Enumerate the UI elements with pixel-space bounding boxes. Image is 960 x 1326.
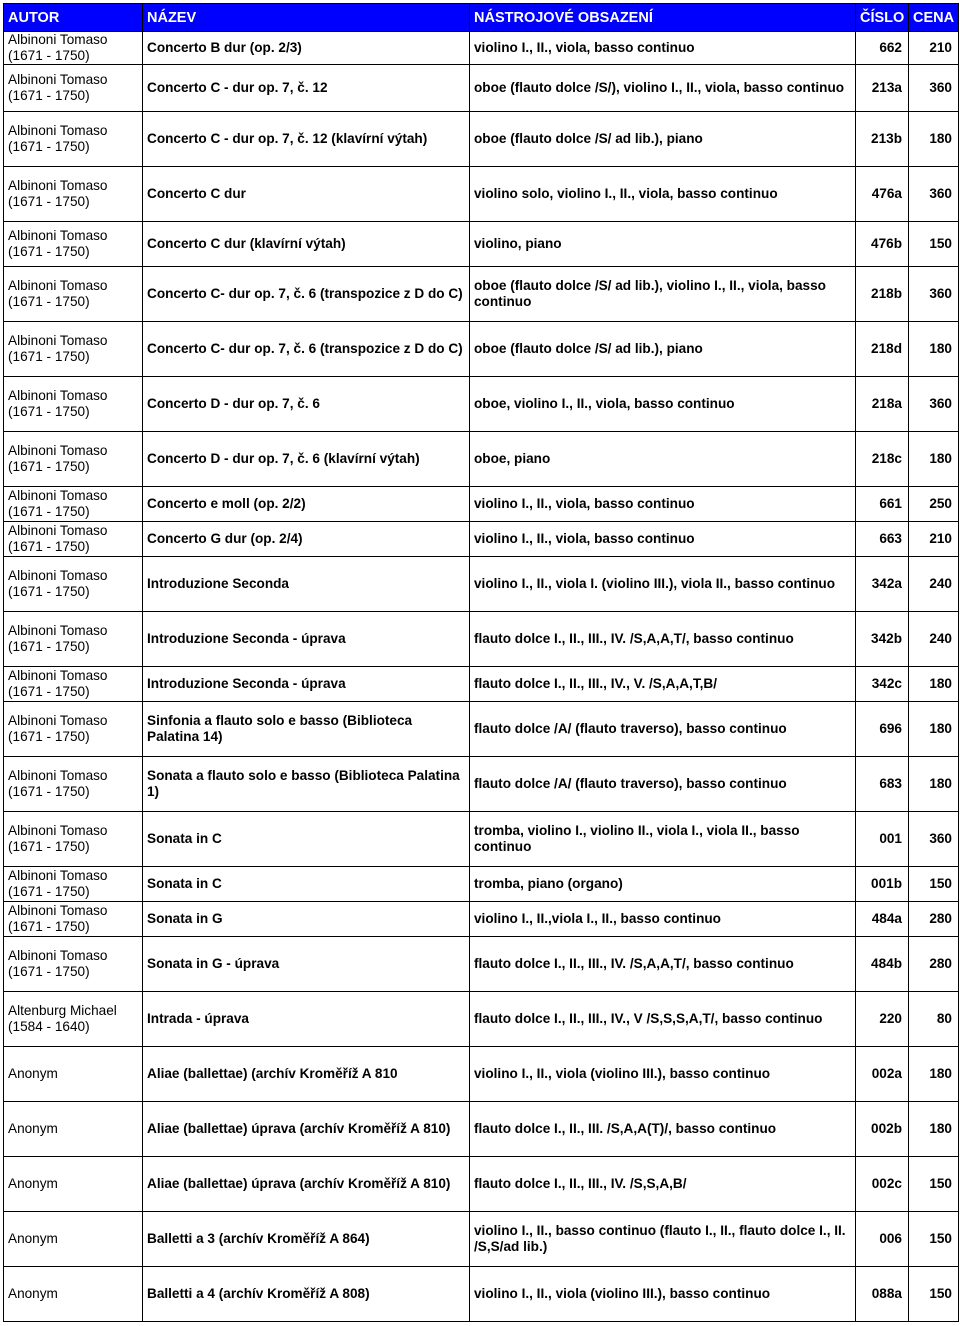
number-cell: 661: [856, 487, 909, 522]
instrumentation-cell: violino I., II., viola I. (violino III.), viola II., basso continuo: [470, 557, 856, 612]
title-cell: Sonata in G - úprava: [143, 937, 470, 992]
table-row: [4, 377, 959, 432]
number-cell: 001b: [856, 867, 909, 902]
number-cell: 213b: [856, 112, 909, 167]
number-cell: 218a: [856, 377, 909, 432]
number-cell: 213a: [856, 65, 909, 112]
instrumentation-cell: oboe (flauto dolce /S/ ad lib.), piano: [470, 322, 856, 377]
number-cell: 484b: [856, 937, 909, 992]
price-cell: 150: [909, 1212, 959, 1267]
title-cell: Introduzione Seconda: [143, 557, 470, 612]
number-cell: 002c: [856, 1157, 909, 1212]
title-cell: Balletti a 3 (archív Kroměříž A 864): [143, 1212, 470, 1267]
number-cell: 662: [856, 32, 909, 65]
author-cell: Albinoni Tomaso (1671 - 1750): [4, 812, 143, 867]
price-cell: 180: [909, 1047, 959, 1102]
number-cell: 342a: [856, 557, 909, 612]
instrumentation-cell: violino solo, violino I., II., viola, basso continuo: [470, 167, 856, 222]
title-cell: Introduzione Seconda - úprava: [143, 612, 470, 667]
table-row: [4, 867, 959, 902]
table-row: [4, 267, 959, 322]
instrumentation-cell: oboe (flauto dolce /S/ ad lib.), piano: [470, 112, 856, 167]
author-cell: Albinoni Tomaso (1671 - 1750): [4, 522, 143, 557]
instrumentation-cell: flauto dolce I., II., III., IV., V. /S,A,A,T,B/: [470, 667, 856, 702]
instrumentation-cell: oboe (flauto dolce /S/), violino I., II., viola, basso continuo: [470, 65, 856, 112]
price-cell: 360: [909, 812, 959, 867]
number-cell: 696: [856, 702, 909, 757]
table-row: [4, 667, 959, 702]
price-list-table: [3, 3, 959, 1322]
author-cell: Albinoni Tomaso (1671 - 1750): [4, 377, 143, 432]
table-row: [4, 222, 959, 267]
title-cell: Introduzione Seconda - úprava: [143, 667, 470, 702]
table-row: [4, 612, 959, 667]
price-cell: 150: [909, 867, 959, 902]
number-cell: 002b: [856, 1102, 909, 1157]
price-cell: 210: [909, 522, 959, 557]
price-cell: 150: [909, 222, 959, 267]
table-row: [4, 112, 959, 167]
price-cell: 180: [909, 1102, 959, 1157]
table-row: [4, 1267, 959, 1322]
price-cell: 180: [909, 757, 959, 812]
table-row: [4, 557, 959, 612]
title-cell: Concerto C- dur op. 7, č. 6 (transpozice z D do C): [143, 322, 470, 377]
price-cell: 150: [909, 1157, 959, 1212]
number-cell: 476a: [856, 167, 909, 222]
author-cell: Albinoni Tomaso (1671 - 1750): [4, 112, 143, 167]
title-cell: Concerto D - dur op. 7, č. 6 (klavírní výtah): [143, 432, 470, 487]
instrumentation-cell: violino, piano: [470, 222, 856, 267]
instrumentation-cell: oboe (flauto dolce /S/ ad lib.), violino I., II., viola, basso continuo: [470, 267, 856, 322]
table-row: [4, 757, 959, 812]
number-cell: 002a: [856, 1047, 909, 1102]
instrumentation-cell: violino I., II., viola, basso continuo: [470, 522, 856, 557]
author-cell: Altenburg Michael (1584 - 1640): [4, 992, 143, 1047]
instrumentation-cell: flauto dolce I., II., III., IV. /S,A,A,T/, basso continuo: [470, 612, 856, 667]
table-row: [4, 167, 959, 222]
header-number: ČÍSLO: [856, 4, 909, 32]
number-cell: 218c: [856, 432, 909, 487]
instrumentation-cell: tromba, piano (organo): [470, 867, 856, 902]
title-cell: Concerto G dur (op. 2/4): [143, 522, 470, 557]
author-cell: Anonym: [4, 1212, 143, 1267]
price-cell: 180: [909, 702, 959, 757]
author-cell: Albinoni Tomaso (1671 - 1750): [4, 867, 143, 902]
header-price: CENA: [909, 4, 959, 32]
price-cell: 180: [909, 667, 959, 702]
instrumentation-cell: violino I., II., basso continuo (flauto I., II., flauto dolce I., II. /S,S/ad lib.): [470, 1212, 856, 1267]
instrumentation-cell: flauto dolce /A/ (flauto traverso), basso continuo: [470, 757, 856, 812]
author-cell: Albinoni Tomaso (1671 - 1750): [4, 612, 143, 667]
title-cell: Aliae (ballettae) (archív Kroměříž A 810: [143, 1047, 470, 1102]
table-row: [4, 432, 959, 487]
table-row: [4, 65, 959, 112]
author-cell: Albinoni Tomaso (1671 - 1750): [4, 702, 143, 757]
number-cell: 220: [856, 992, 909, 1047]
number-cell: 088a: [856, 1267, 909, 1322]
number-cell: 484a: [856, 902, 909, 937]
number-cell: 663: [856, 522, 909, 557]
table-row: [4, 522, 959, 557]
title-cell: Aliae (ballettae) úprava (archív Kroměříž A 810): [143, 1102, 470, 1157]
title-cell: Sonata in C: [143, 867, 470, 902]
author-cell: Albinoni Tomaso (1671 - 1750): [4, 937, 143, 992]
author-cell: Albinoni Tomaso (1671 - 1750): [4, 32, 143, 65]
number-cell: 218b: [856, 267, 909, 322]
author-cell: Albinoni Tomaso (1671 - 1750): [4, 322, 143, 377]
number-cell: 342c: [856, 667, 909, 702]
number-cell: 218d: [856, 322, 909, 377]
table-row: [4, 322, 959, 377]
price-cell: 180: [909, 432, 959, 487]
price-cell: 250: [909, 487, 959, 522]
instrumentation-cell: flauto dolce I., II., III., IV., V /S,S,S,A,T/, basso continuo: [470, 992, 856, 1047]
price-cell: 240: [909, 557, 959, 612]
title-cell: Concerto C dur: [143, 167, 470, 222]
author-cell: Albinoni Tomaso (1671 - 1750): [4, 757, 143, 812]
price-cell: 180: [909, 112, 959, 167]
price-cell: 80: [909, 992, 959, 1047]
title-cell: Aliae (ballettae) úprava (archív Kroměříž A 810): [143, 1157, 470, 1212]
price-cell: 280: [909, 902, 959, 937]
number-cell: 342b: [856, 612, 909, 667]
price-cell: 360: [909, 65, 959, 112]
price-cell: 280: [909, 937, 959, 992]
author-cell: Anonym: [4, 1157, 143, 1212]
title-cell: Sinfonia a flauto solo e basso (Biblioteca Palatina 14): [143, 702, 470, 757]
author-cell: Anonym: [4, 1047, 143, 1102]
title-cell: Sonata in G: [143, 902, 470, 937]
author-cell: Albinoni Tomaso (1671 - 1750): [4, 167, 143, 222]
title-cell: Concerto C - dur op. 7, č. 12: [143, 65, 470, 112]
number-cell: 006: [856, 1212, 909, 1267]
instrumentation-cell: violino I., II., viola, basso continuo: [470, 32, 856, 65]
title-cell: Sonata a flauto solo e basso (Biblioteca Palatina 1): [143, 757, 470, 812]
title-cell: Concerto C- dur op. 7, č. 6 (transpozice z D do C): [143, 267, 470, 322]
title-cell: Concerto e moll (op. 2/2): [143, 487, 470, 522]
title-cell: Concerto C dur (klavírní výtah): [143, 222, 470, 267]
price-cell: 360: [909, 267, 959, 322]
table-row: [4, 487, 959, 522]
instrumentation-cell: oboe, violino I., II., viola, basso continuo: [470, 377, 856, 432]
table-row: [4, 902, 959, 937]
author-cell: Albinoni Tomaso (1671 - 1750): [4, 267, 143, 322]
table-row: [4, 1157, 959, 1212]
author-cell: Albinoni Tomaso (1671 - 1750): [4, 667, 143, 702]
instrumentation-cell: violino I., II., viola (violino III.), basso continuo: [470, 1267, 856, 1322]
table-row: [4, 992, 959, 1047]
table-row: [4, 1047, 959, 1102]
instrumentation-cell: flauto dolce I., II., III., IV. /S,A,A,T/, basso continuo: [470, 937, 856, 992]
instrumentation-cell: flauto dolce I., II., III., IV. /S,S,A,B/: [470, 1157, 856, 1212]
number-cell: 476b: [856, 222, 909, 267]
table-row: [4, 702, 959, 757]
table-row: [4, 937, 959, 992]
price-cell: 180: [909, 322, 959, 377]
author-cell: Anonym: [4, 1267, 143, 1322]
price-cell: 150: [909, 1267, 959, 1322]
author-cell: Albinoni Tomaso (1671 - 1750): [4, 222, 143, 267]
author-cell: Albinoni Tomaso (1671 - 1750): [4, 432, 143, 487]
title-cell: Balletti a 4 (archív Kroměříž A 808): [143, 1267, 470, 1322]
author-cell: Albinoni Tomaso (1671 - 1750): [4, 902, 143, 937]
header-row: [4, 4, 959, 32]
instrumentation-cell: oboe, piano: [470, 432, 856, 487]
table-row: [4, 1212, 959, 1267]
header-title: NÁZEV: [143, 4, 470, 32]
instrumentation-cell: tromba, violino I., violino II., viola I., viola II., basso continuo: [470, 812, 856, 867]
table-row: [4, 812, 959, 867]
price-cell: 210: [909, 32, 959, 65]
table-row: [4, 1102, 959, 1157]
instrumentation-cell: flauto dolce /A/ (flauto traverso), basso continuo: [470, 702, 856, 757]
instrumentation-cell: violino I., II., viola, basso continuo: [470, 487, 856, 522]
title-cell: Concerto D - dur op. 7, č. 6: [143, 377, 470, 432]
title-cell: Concerto C - dur op. 7, č. 12 (klavírní výtah): [143, 112, 470, 167]
title-cell: Intrada - úprava: [143, 992, 470, 1047]
instrumentation-cell: violino I., II.,viola I., II., basso continuo: [470, 902, 856, 937]
price-cell: 360: [909, 377, 959, 432]
price-cell: 360: [909, 167, 959, 222]
number-cell: 001: [856, 812, 909, 867]
price-cell: 240: [909, 612, 959, 667]
title-cell: Sonata in C: [143, 812, 470, 867]
header-author: AUTOR: [4, 4, 143, 32]
header-instrumentation: NÁSTROJOVÉ OBSAZENÍ: [470, 4, 856, 32]
title-cell: Concerto B dur (op. 2/3): [143, 32, 470, 65]
author-cell: Anonym: [4, 1102, 143, 1157]
author-cell: Albinoni Tomaso (1671 - 1750): [4, 557, 143, 612]
table-row: [4, 32, 959, 65]
number-cell: 683: [856, 757, 909, 812]
author-cell: Albinoni Tomaso (1671 - 1750): [4, 65, 143, 112]
author-cell: Albinoni Tomaso (1671 - 1750): [4, 487, 143, 522]
instrumentation-cell: violino I., II., viola (violino III.), basso continuo: [470, 1047, 856, 1102]
instrumentation-cell: flauto dolce I., II., III. /S,A,A(T)/, basso continuo: [470, 1102, 856, 1157]
